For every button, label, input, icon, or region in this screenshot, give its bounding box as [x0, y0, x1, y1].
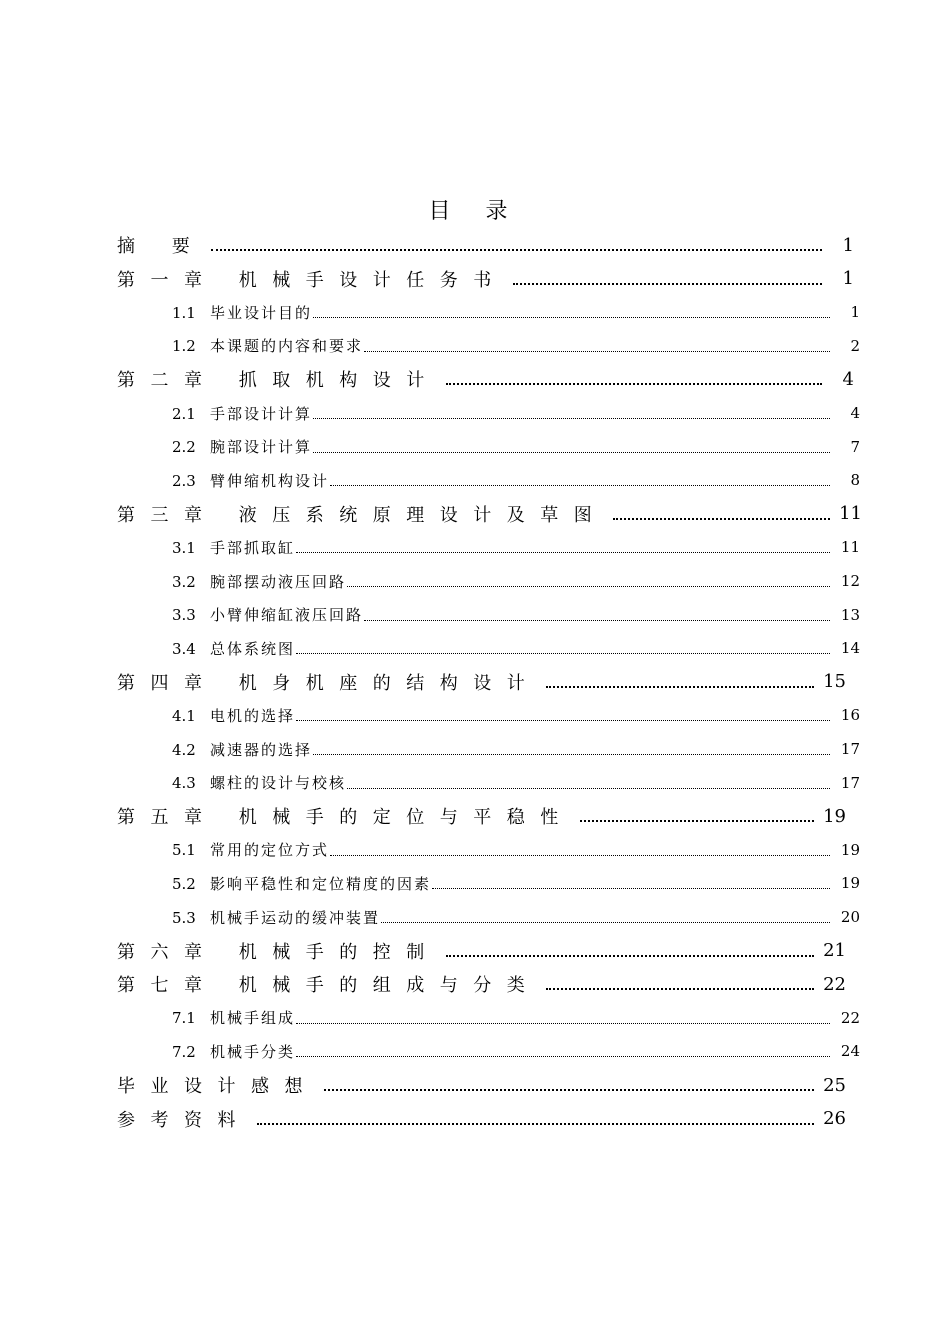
- toc-entry-label: [172, 739, 312, 760]
- dot-leader: [313, 317, 830, 318]
- toc-entry-text: 第七章 机械手的组成与分类: [117, 975, 541, 997]
- toc-chapter-entry[interactable]: [117, 1070, 846, 1100]
- dot-leader: [446, 955, 814, 957]
- toc-page-number: 21: [823, 940, 846, 962]
- toc-section-number: 3.3: [172, 606, 196, 625]
- toc-entry-label: [172, 470, 329, 491]
- toc-entry-text: 本课题的内容和要求: [210, 337, 364, 356]
- toc-entry-label: [172, 772, 346, 793]
- toc-section-entry[interactable]: [172, 835, 860, 865]
- toc-entry-text: 第一章 机械手设计任务书: [117, 269, 507, 291]
- toc-entry-text: 螺柱的设计与校核: [210, 774, 347, 793]
- toc-section-number: 5.3: [172, 908, 196, 927]
- toc-page-number: 4: [850, 404, 860, 422]
- dot-leader: [330, 485, 830, 486]
- toc-section-number: 4.3: [172, 774, 196, 793]
- toc-entry-label: [172, 1041, 295, 1062]
- toc-page-number: 20: [840, 908, 860, 926]
- toc-page-number: 1: [842, 268, 854, 290]
- toc-entry-label: [172, 604, 363, 625]
- toc-entry-text: 第三章 液压系统原理设计及草图: [117, 504, 608, 526]
- toc-section-entry[interactable]: [172, 700, 860, 730]
- dot-leader: [313, 452, 830, 453]
- dot-leader: [330, 855, 830, 856]
- toc-page-number: 12: [840, 572, 860, 590]
- toc-page-number: 16: [840, 706, 860, 725]
- toc-chapter-entry[interactable]: [117, 264, 854, 294]
- toc-section-number: 3.2: [172, 572, 196, 591]
- toc-section-number: 4.2: [172, 740, 196, 759]
- toc-section-entry[interactable]: [172, 600, 860, 630]
- toc-entry-text: 参考资料: [117, 1109, 251, 1131]
- toc-entry-label: [117, 971, 540, 997]
- dot-leader: [211, 249, 822, 251]
- toc-section-number: 5.2: [172, 874, 196, 893]
- toc-page-number: 1: [842, 234, 854, 256]
- toc-page-number: 4: [842, 368, 854, 390]
- toc-section-entry[interactable]: [172, 1036, 860, 1066]
- toc-page-number: 19: [840, 874, 860, 893]
- toc-section-number: 1.2: [172, 337, 196, 356]
- toc-entry-label: [172, 705, 295, 726]
- toc-page-number: 22: [823, 973, 846, 995]
- toc-section-number: 2.3: [172, 471, 196, 490]
- toc-entry-label: [172, 436, 312, 457]
- toc-entry-text: 摘 要: [117, 236, 206, 257]
- dot-leader: [546, 988, 814, 990]
- toc-page-number: 14: [840, 639, 860, 658]
- toc-entry-label: [117, 1072, 318, 1098]
- dot-leader: [313, 418, 830, 419]
- dot-leader: [347, 788, 830, 789]
- toc-entry-text: 毕业设计感想: [117, 1076, 318, 1097]
- toc-entry-label: [172, 335, 363, 356]
- dot-leader: [446, 383, 822, 385]
- toc-page-number: 24: [840, 1042, 860, 1061]
- dot-leader: [381, 922, 830, 923]
- toc-entry-text: 影响平稳性和定位精度的因素: [210, 874, 432, 893]
- toc-entry-label: [117, 266, 507, 292]
- dot-leader: [313, 754, 830, 755]
- dot-leader: [324, 1089, 814, 1091]
- dot-leader: [296, 653, 830, 654]
- dot-leader: [257, 1123, 814, 1125]
- toc-entry-text: 第五章 机械手的定位与平稳性: [117, 807, 574, 829]
- toc-entry-label: [117, 366, 440, 392]
- toc-section-entry[interactable]: [172, 398, 860, 428]
- toc-entry-text: 常用的定位方式: [210, 841, 330, 860]
- toc-page-number: 7: [850, 437, 860, 456]
- toc-entry-text: 减速器的选择: [210, 740, 313, 759]
- toc-entry-label: [172, 403, 312, 424]
- toc-section-entry[interactable]: [172, 768, 860, 798]
- dot-leader: [364, 351, 830, 352]
- toc-entry-text: 腕部设计计算: [210, 438, 313, 457]
- toc-section-number: 7.2: [172, 1042, 196, 1061]
- dot-leader: [432, 888, 830, 889]
- toc-entry-label: [117, 1106, 251, 1132]
- toc-page-number: 8: [850, 471, 860, 490]
- toc-chapter-entry[interactable]: [117, 936, 846, 966]
- toc-section-entry[interactable]: [172, 566, 860, 596]
- toc-page-number: 19: [840, 840, 860, 859]
- toc-entry-text: 机械手运动的缓冲装置: [210, 908, 381, 927]
- toc-section-number: 3.4: [172, 639, 196, 658]
- toc-page-number: 19: [823, 805, 846, 827]
- toc-entry-label: [172, 839, 329, 860]
- toc-section-entry[interactable]: [172, 432, 860, 462]
- toc-section-number: 2.1: [172, 404, 196, 423]
- dot-leader: [347, 586, 830, 587]
- toc-section-number: 5.1: [172, 841, 196, 860]
- toc-entry-text: 机械手分类: [210, 1042, 296, 1061]
- toc-entry-text: 总体系统图: [210, 639, 296, 658]
- toc-entry-label: [172, 873, 431, 894]
- toc-page-number: 17: [840, 773, 860, 792]
- toc-chapter-entry[interactable]: [117, 364, 854, 394]
- toc-chapter-entry[interactable]: [117, 969, 846, 999]
- toc-entry-text: 第二章 抓取机构设计: [117, 370, 440, 392]
- toc-section-entry[interactable]: [172, 532, 860, 562]
- toc-page-number: 17: [840, 740, 860, 758]
- toc-section-entry[interactable]: [172, 465, 860, 495]
- toc-section-entry[interactable]: [172, 734, 860, 764]
- toc-page-number: 13: [840, 605, 860, 624]
- toc-entry-text: 臂伸缩机构设计: [210, 471, 330, 490]
- dot-leader: [513, 283, 822, 285]
- toc-title: 目 录: [428, 199, 522, 224]
- toc-section-entry[interactable]: [172, 1003, 860, 1033]
- toc-entry-label: [172, 537, 295, 558]
- toc-entry-text: 小臂伸缩缸液压回路: [210, 606, 364, 625]
- dot-leader: [546, 686, 814, 688]
- toc-entry-text: 手部抓取缸: [210, 538, 296, 557]
- toc-chapter-entry[interactable]: [117, 499, 862, 529]
- dot-leader: [296, 1023, 830, 1024]
- toc-section-entry[interactable]: [172, 331, 860, 361]
- toc-entry-label: [172, 1007, 295, 1028]
- toc-page-number: 26: [823, 1108, 846, 1130]
- toc-entry-text: 第六章 机械手的控制: [117, 941, 440, 963]
- toc-entry-label: [117, 938, 440, 964]
- toc-section-entry[interactable]: [172, 868, 860, 898]
- dot-leader: [296, 552, 830, 553]
- dot-leader: [613, 518, 830, 520]
- toc-section-entry[interactable]: [172, 297, 860, 327]
- toc-section-number: 1.1: [172, 303, 196, 322]
- toc-section-number: 3.1: [172, 538, 196, 557]
- toc-chapter-entry[interactable]: [117, 1104, 846, 1134]
- toc-entry-label: [172, 302, 312, 323]
- toc-entry-label: [117, 669, 540, 695]
- toc-entry-text: 手部设计计算: [210, 404, 313, 423]
- toc-entry-label: [117, 501, 607, 527]
- dot-leader: [296, 720, 830, 721]
- toc-page-number: 1: [850, 303, 860, 322]
- toc-entry-label: [172, 638, 295, 659]
- toc-page-number: 2: [850, 336, 860, 355]
- dot-leader: [364, 620, 830, 621]
- dot-leader: [580, 820, 814, 822]
- toc-page-number: 11: [840, 538, 860, 557]
- toc-entry-text: 腕部摆动液压回路: [210, 572, 347, 591]
- toc-section-number: 2.2: [172, 438, 196, 457]
- toc-entry-text: 毕业设计目的: [210, 303, 313, 322]
- toc-chapter-entry[interactable]: [117, 667, 846, 697]
- dot-leader: [296, 1056, 830, 1057]
- toc-page-number: 15: [823, 671, 846, 693]
- toc-chapter-entry[interactable]: [117, 801, 846, 831]
- toc-entry-label: [172, 571, 346, 592]
- toc-entry-label: [117, 232, 205, 258]
- toc-entry-text: 电机的选择: [210, 706, 296, 725]
- toc-section-entry[interactable]: [172, 902, 860, 932]
- toc-chapter-entry[interactable]: [117, 230, 854, 260]
- toc-page-number: 25: [823, 1074, 846, 1096]
- toc-entry-label: [117, 803, 574, 829]
- toc-section-number: 4.1: [172, 706, 196, 725]
- toc-section-entry[interactable]: [172, 633, 860, 663]
- toc-entry-text: 机械手组成: [210, 1009, 296, 1028]
- toc-entry-text: 第四章 机身机座的结构设计: [117, 672, 541, 694]
- toc-page-number: 11: [839, 503, 862, 525]
- toc-entry-label: [172, 907, 380, 928]
- toc-page-number: 22: [840, 1008, 860, 1027]
- toc-section-number: 7.1: [172, 1009, 196, 1028]
